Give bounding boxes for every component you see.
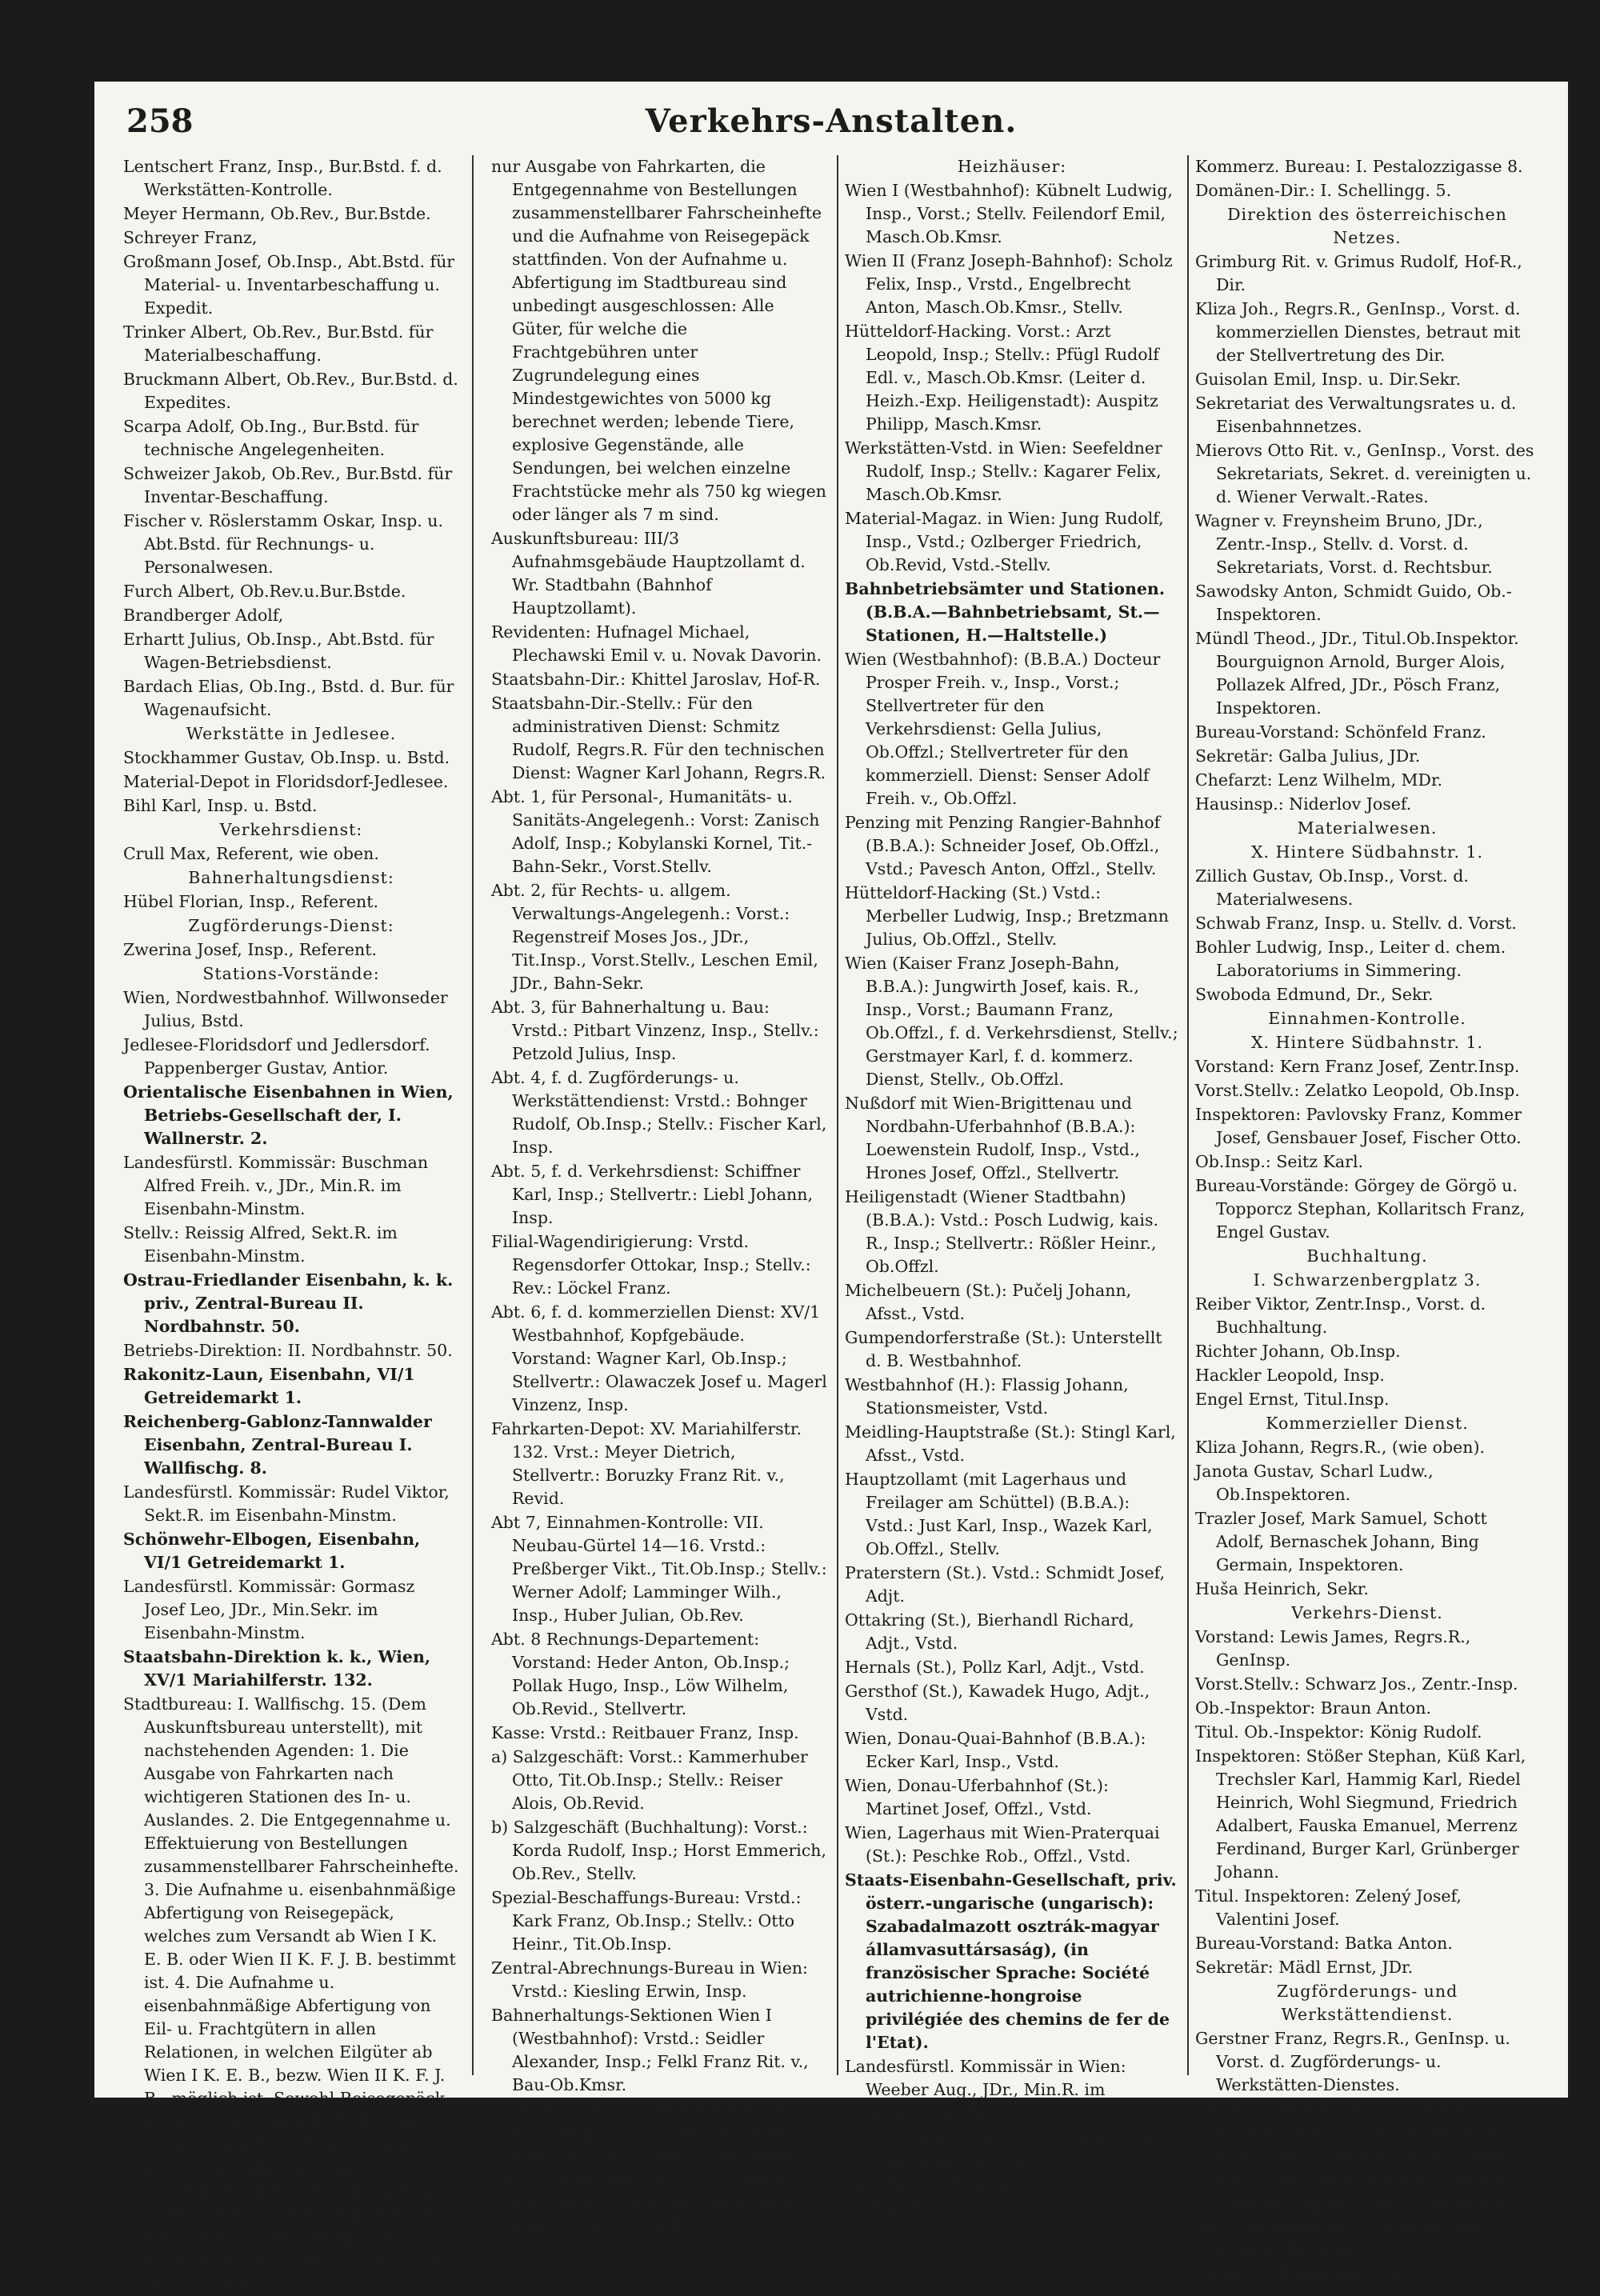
directory-entry: Stellv.: Gaber Hans, JDr., Min.Sekr. im Eisenbahn-Minstm. — [845, 2127, 1163, 2170]
directory-entry: Schwab Franz, Insp. u. Stellv. d. Vorst. — [1195, 914, 1517, 933]
directory-entry: Auskunftsbureau: III/3 Aufnahmsgebäude Hauptzollamt d. Wr. Stadtbahn (Bahnhof Hauptzollamt). — [491, 529, 806, 618]
section-heading: Stations-Vorstände: — [202, 964, 380, 983]
directory-entry: Kliza Johann, Regrs.R., (wie oben). — [1195, 1438, 1485, 1457]
directory-entry: Gerstner Franz, Regrs.R., GenInsp. u. Vorst. d. Zugförderungs- u. Werkstätten-Dienstes. — [1195, 2029, 1510, 2094]
directory-entry: Großmann Josef, Ob.Insp., Abt.Bstd. für Material- u. Inventarbeschaffung u. Expedit. — [123, 252, 455, 318]
directory-entry: Bruckmann Albert, Ob.Rev., Bur.Bstd. d. Expedites. — [123, 370, 458, 412]
directory-entry: Direktion: I. Schwarzenbergplatz 3 (Hauptkasse). — [845, 2174, 1138, 2217]
section-heading: Werkstätte in Jedlesee. — [186, 724, 397, 743]
directory-entry: Abt. 1, für Personal-, Humanitäts- u. Sanitäts-Angelegenh.: Vorst: Zanisch Adolf, Insp.; Kobylanski Kornel, Tit.-Bahn-Sekr., Vorst.Stellv. — [491, 787, 820, 876]
running-head: Verkehrs-Anstalten. — [645, 102, 1018, 140]
directory-entry: Praterstern (St.). Vstd.: Schmidt Josef, Adjt. — [845, 1563, 1166, 1606]
directory-entry: Filial-Wagendirigierung: Vrstd. Regensdorfer Ottokar, Insp.; Stellv.: Rev.: Löckel Franz. — [491, 1232, 811, 1298]
directory-entry: Wien (Kaiser Franz Joseph-Bahn, B.B.A.): Jungwirth Josef, kais. R., Insp., Vorst.; Baumann Franz, Ob.Offzl., f. d. Verkehrsdienst, Stellv.; Gerstmayer Karl, f. d. kommerz. Dienst, Stellv., Ob.Offzl. — [845, 954, 1178, 1089]
directory-entry: Hübel Florian, Insp., Referent. — [123, 892, 379, 911]
company-entry: Staatsbahn-Direktion k. k., Wien, XV/1 Mariahilferstr. 132. — [123, 1647, 430, 1690]
directory-entry: Trinker Albert, Ob.Rev., Bur.Bstd. für Materialbeschaffung. — [123, 322, 434, 365]
directory-entry: Fischer v. Röslerstamm Oskar, Insp. u. Abt.Bstd. für Rechnungs- u. Personalwesen. — [123, 511, 444, 577]
directory-entry: Gersthof (St.), Kawadek Hugo, Adjt., Vstd. — [845, 1682, 1150, 1724]
directory-entry: Bihl Karl, Insp. u. Bstd. — [123, 796, 318, 815]
directory-entry: Vorstand: Kern Franz Josef, Zentr.Insp. — [1195, 1057, 1520, 1076]
directory-entry: Wien, Donau-Uferbahnhof (St.): Martinet Josef, Offzl., Vstd. — [845, 1776, 1109, 1818]
directory-entry: Schweizer Jakob, Ob.Rev., Bur.Bstd. für Inventar-Beschaffung. — [123, 464, 453, 506]
directory-entry: Inspektoren: Otto Konstantin, Schulz Vinzenz, Kappes Karl, Kunz Anton. — [1195, 2170, 1505, 2212]
directory-entry: Nußdorf mit Wien-Brigittenau und Nordbahn-Uferbahnhof (B.B.A.): Loewenstein Rudolf, Insp., Vstd., Hrones Josef, Offzl., Stellvertr. — [845, 1094, 1140, 1182]
directory-entry: Wien II (Franz Joseph-Bahnhof): Zitta Karl, Insp., Vrstd.; Lederer Oskar Freih. v., Bau-Ob.Kmsr., Stellvertr. — [491, 2099, 804, 2165]
section-heading: Verkehrsdienst: — [219, 820, 363, 839]
directory-entry: Stadtbureau: I. Wallfischg. 15. (Dem Auskunftsbureau unterstellt), mit nachstehenden Agenden: 1. Die Ausgabe von Fahrkarten nach wichtigeren Stationen des In- u. Auslandes. 2. Die Entgegennahme u. Effektuierung von Bestellungen zusammenstellbarer Fahrscheinhefte. 3. Die Aufnahme u. eisenbahnmäßige Abfertigung von Reisegepäck, welches zum Versandt ab Wien I K. E. B. oder Wien II K. F. J. B. bestimmt ist. 4. Die Aufnahme u. eisenbahnmäßige Abfertigung von Eil- u. Frachtgütern in allen Relationen, in welchen Eilgüter ab Wien I K. E. B., bezw. Wien II K. F. J. B., möglich ist. Sowohl Reisegepäck als auch Eil- u. Frachtstückgüter werden über Bestellung der Aufgeber aus deren Wohnung oder Geschäftslokal behufs Beförderung, an Wochentagen von 8 Uhr früh bis 6 Uhr abends, abgeholt. An Sonn- u. Feiertagen von 9 Uhr früh bis 12 Uhr mittags wird — [123, 1694, 459, 2294]
directory-entry: Landesfürstl. Kommissär: Gormasz Josef Leo, JDr., Min.Sekr. im Eisenbahn-Minstm. — [123, 1577, 415, 1642]
directory-entry: Inspektoren: Stößer Stephan, Küß Karl, Trechsler Karl, Hammig Karl, Riedel Heinrich, Wohl Siegmund, Friedrich Adalbert, Fauska Emanuel, Merrenz Ferdinand, Burger Karl, Grünberger Johann. — [1195, 1746, 1526, 1882]
directory-entry: Abt. 8 Rechnungs-Departement: Vorstand: Heder Anton, Ob.Insp.; Pollak Hugo, Insp., Löw Wilhelm, Ob.Revid., Stellvertr. — [491, 1630, 790, 1718]
directory-entry: Sawodsky Anton, Schmidt Guido, Ob.-Inspektoren. — [1195, 582, 1512, 624]
directory-entry: Penzing mit Penzing Rangier-Bahnhof (B.B.A.): Schneider Josef, Ob.Offzl., Vstd.; Pavesch Anton, Offzl., Stellv. — [845, 813, 1161, 878]
directory-entry: nur Ausgabe von Fahrkarten, die Entgegennahme von Bestellungen zusammenstellbarer Fahrscheinhefte und die Aufnahme von Reisegepäck stattfinden. Von der Aufnahme u. Abfertigung im Stadtbureau sind unbedingt ausgeschlossen: Alle Güter, für welche die Frachtgebühren unter Zugrundelegung eines Mindestgewichtes von 5000 kg berechnet werden; lebende Tiere, explosive Gegenstände, alle Sendungen, bei welchen einzelne Frachtstücke mehr als 750 kg wiegen oder länger als 7 m sind. — [491, 157, 826, 524]
directory-entry: Abt. 5, f. d. Verkehrsdienst: Schiffner Karl, Insp.; Stellvertr.: Liebl Johann, Insp. — [491, 1162, 813, 1227]
directory-entry: Titul. Inspektoren: Zelený Josef, Valentini Josef. — [1195, 1886, 1462, 1929]
directory-entry: Kasse: Vrstd.: Reitbauer Franz, Insp. — [491, 1723, 799, 1742]
directory-page — [94, 82, 1568, 2294]
section-heading: Kommerzieller Dienst. — [1266, 1414, 1469, 1433]
directory-entry: Stockhammer Gustav, Ob.Insp. u. Bstd. — [123, 748, 450, 767]
directory-entry: Wagner v. Freynsheim Bruno, JDr., Zentr.-Insp., Stellv. d. Vorst. d. Sekretariats, Vorst. d. Rechtsbur. — [1195, 511, 1493, 577]
directory-entry: Kommerz. Bureau: I. Pestalozzigasse 8. — [1195, 157, 1523, 176]
directory-entry: Engel Ernst, Titul.Insp. — [1195, 1390, 1390, 1409]
directory-entry: Stellv.: Reissig Alfred, Sekt.R. im Eisenbahn-Minstm. — [123, 1223, 398, 1266]
section-heading: Bahnerhaltungsdienst: — [188, 868, 394, 887]
section-heading: Zugförderungs-Dienst: — [188, 916, 394, 935]
section-heading: Heizhäuser: — [957, 157, 1067, 176]
directory-entry: Staatsbahn-Dir.-Stellv.: Für den administrativen Dienst: Schmitz Rudolf, Regrs.R. Für den technischen Dienst: Wagner Karl Johann, Regrs.R. — [491, 694, 826, 782]
directory-entry: Hernals (St.), Pollz Karl, Adjt., Vstd. — [845, 1658, 1145, 1677]
directory-entry: Inspektoren: Pavlovsky Franz, Kommer Josef, Gensbauer Josef, Fischer Otto. — [1195, 1105, 1522, 1147]
directory-entry: Westbahnhof (H.): Flassig Johann, Stationsmeister, Vstd. — [845, 1375, 1129, 1418]
directory-entry: Erhartt Julius, Ob.Insp., Abt.Bstd. für Wagen-Betriebsdienst. — [123, 630, 434, 672]
directory-entry: Domänen-Dir.: I. Schellingg. 5. — [1195, 181, 1452, 200]
section-heading: X. Hintere Südbahnstr. 1. — [1250, 842, 1484, 862]
directory-entry: Staatsbahn-Dir.: Khittel Jaroslav, Hof-R. — [491, 670, 821, 689]
directory-entry: Guisolan Emil, Insp. u. Dir.Sekr. — [1195, 370, 1461, 389]
directory-entry: Material-Magaz. in Wien: Jung Rudolf, Insp., Vstd.; Ozlberger Friedrich, Ob.Revid, Vstd.-Stellv. — [845, 509, 1164, 574]
directory-entry: Wien, Lagerhaus mit Wien-Praterquai (St.): Peschke Rob., Offzl., Vstd. — [845, 1823, 1160, 1866]
section-heading: Materialwesen. — [1297, 818, 1438, 838]
directory-entry: Vorst.Stellv.: Schwarz Jos., Zentr.-Insp. — [1195, 1674, 1518, 1694]
directory-entry: Janota Gustav, Scharl Ludw., Ob.Inspektoren. — [1195, 1462, 1434, 1504]
directory-entry: Richter Johann, Ob.Insp. — [1195, 1342, 1401, 1361]
directory-entry: Trazler Josef, Mark Samuel, Schott Adolf, Bernaschek Johann, Bing Germain, Inspektoren. — [1195, 1509, 1487, 1574]
directory-entry: Swoboda Edmund, Dr., Sekr. — [1195, 985, 1434, 1004]
directory-entry: Abt. 4, f. d. Zugförderungs- u. Werkstättendienst: Vrstd.: Bohnger Rudolf, Ob.Insp.; Stellv.: Fischer Karl, Insp. — [491, 1068, 827, 1157]
directory-entry: Meyer Hermann, Ob.Rev., Bur.Bstde. — [123, 204, 431, 223]
directory-entry: Brandberger Adolf, — [123, 606, 284, 625]
directory-entry: Landesfürstl. Kommissär in Wien: Weeber Aug., JDr., Min.R. im Eisenbahn-Minstm. — [845, 2057, 1126, 2122]
page-number: 258 — [126, 102, 194, 140]
directory-entry: Gumpendorferstraße (St.): Unterstellt d. B. Westbahnhof. — [845, 1328, 1162, 1370]
directory-entry: Titul. Ob.-Inspektor: König Rudolf. — [1195, 1722, 1482, 1742]
directory-entry: Chefarzt: Lenz Wilhelm, MDr. — [1195, 770, 1443, 790]
directory-entry: Kliza Joh., Regrs.R., GenInsp., Vorst. d. kommerziellen Dienstes, betraut mit der Stellvertretung des Dir. — [1195, 299, 1521, 365]
directory-entry: Hausinsp.: Niderlov Josef. — [1195, 794, 1412, 814]
directory-entry: Ob.-Inspektoren: Morstadt Raphael, Wyskočil Karl, Mudra Franz, Holitsch Alois, Kazda Ottokar, Musy Johann. — [1195, 2099, 1530, 2165]
directory-entry: Wien I (Westbahnhof): Kübnelt Ludwig, Insp., Vorst.; Stellv. Feilendorf Emil, Masch.Ob.Kmsr. — [845, 181, 1173, 246]
directory-entry: Michelbeuern (St.): Pučelj Johann, Afsst., Vstd. — [845, 1281, 1132, 1323]
directory-entry: Wien, Donau-Quai-Bahnhof (B.B.A.): Ecker Karl, Insp., Vstd. — [845, 1729, 1146, 1771]
directory-entry: Vorst.Stellv.: Zelatko Leopold, Ob.Insp. — [1195, 1081, 1520, 1100]
directory-entry: Abt. 3, für Bahnerhaltung u. Bau: Vrstd.: Pitbart Vinzenz, Insp., Stellv.: Petzold Julius, Insp. — [491, 998, 819, 1063]
section-heading: X. Hintere Südbahnstr. 1. — [1250, 1033, 1484, 1052]
column-rule — [837, 155, 838, 2075]
directory-entry: Wien (Westbahnhof): (B.B.A.) Docteur Prosper Freih. v., Insp., Vorst.; Stellvertreter für den Verkehrsdienst: Gella Julius, Ob.Offzl.; Stellvertreter für den kommerziell. Dienst: Senser Adolf Freih. v., Ob.Offzl. — [845, 650, 1161, 808]
directory-entry: Zillich Gustav, Ob.Insp., Vorst. d. Materialwesens. — [1195, 866, 1469, 909]
section-heading: I. Schwarzenbergplatz 3. — [1253, 1270, 1482, 1290]
directory-entry: Abt 7, Einnahmen-Kontrolle: VII. Neubau-Gürtel 14—16. Vrstd.: Preßberger Vikt., Tit.Ob.Insp.; Stellv.: Werner Adolf; Lamminger Wilh., Insp., Huber Julian, Ob.Rev. — [491, 1513, 827, 1625]
directory-entry: Abt. 2, für Rechts- u. allgem. Verwaltungs-Angelegenh.: Vorst.: Regenstreif Moses Jos., JDr., Tit.Insp., Vorst.Stellv., Leschen Emil, JDr., Bahn-Sekr. — [491, 881, 818, 993]
section-heading: Direktion des österreichischen Netzes. — [1227, 205, 1507, 247]
directory-entry: Schreyer Franz, — [123, 228, 258, 247]
column-rule — [1187, 155, 1189, 2075]
directory-entry: Bureau-Vorstände: Görgey de Görgö u. Topporcz Stephan, Kollaritsch Franz, Engel Gustav. — [1195, 1176, 1526, 1242]
directory-entry: Zwerina Josef, Insp., Referent. — [123, 940, 377, 959]
directory-entry: Titul.-Inspektoren: Maurer Michael, Brbanić Bogdan. — [1195, 2217, 1495, 2259]
directory-entry: Fahrkarten-Depot: XV. Mariahilferstr. 132. Vrst.: Meyer Dietrich, Stellvertr.: Boruzky Franz Rit. v., Revid. — [491, 1419, 802, 1508]
directory-entry: Landesfürstl. Kommissär: Rudel Viktor, Sekt.R. im Eisenbahn-Minstm. — [123, 1482, 450, 1525]
directory-entry: Grimburg Rit. v. Grimus Rudolf, Hof-R., Dir. — [1195, 252, 1522, 294]
directory-entry: Sekretariat des Verwaltungsrates u. d. Eisenbahnnetzes. — [1195, 394, 1517, 436]
text-column-4 — [1195, 155, 1539, 2283]
directory-entry: Bardach Elias, Ob.Ing., Bstd. d. Bur. für Wagenaufsicht. — [123, 677, 454, 719]
directory-entry: Sekretär: Neumann Gustav. — [1195, 2264, 1426, 2283]
directory-entry: Mündl Theod., JDr., Titul.Ob.Inspektor. Bourguignon Arnold, Burger Alois, Pollazek Alfred, JDr., Pösch Franz, Inspektoren. — [1195, 629, 1519, 718]
text-column-1 — [123, 155, 459, 2294]
directory-entry: Werkstätten-Vstd. in Wien: Seefeldner Rudolf, Insp.; Stellv.: Kagarer Felix, Masch.Ob.Kmsr. — [845, 438, 1162, 504]
directory-entry: Wien II (Franz Joseph-Bahnhof): Scholz Felix, Insp., Vrstd., Engelbrecht Anton, Masch.Ob.Kmsr., Stellv. — [845, 251, 1173, 317]
directory-entry: a) Salzgeschäft: Vorst.: Kammerhuber Otto, Tit.Ob.Insp.; Stellv.: Reiser Alois, Ob.Revid. — [491, 1747, 808, 1813]
directory-entry: Mierovs Otto Rit. v., GenInsp., Vorst. des Sekretariats, Sekret. d. vereinigten u. d. Wiener Verwalt.-Rates. — [1195, 441, 1534, 506]
company-entry: Bahnbetriebsämter und Stationen. (B.B.A.—Bahnbetriebsamt, St.—Stationen, H.—Haltstelle.) — [845, 579, 1165, 645]
company-entry: Orientalische Eisenbahnen in Wien, Betriebs-Gesellschaft der, I. Wallnerstr. 2. — [123, 1082, 454, 1148]
company-entry: Staats-Eisenbahn-Gesellschaft, priv. österr.-ungarische (ungarisch): Szabadalmazott osztrák-magyar államvasuttársaság), (in französischer Sprache: Société autrichienne-hongroise privilégiée des chemins de fer de l'Etat). — [845, 1870, 1177, 2052]
directory-entry: Revidenten: Hufnagel Michael, Plechawski Emil v. u. Novak Davorin. — [491, 622, 822, 665]
company-entry: Rakonitz-Laun, Eisenbahn, VI/1 Getreidemarkt 1. — [123, 1365, 415, 1407]
directory-entry: Ottakring (St.), Bierhandl Richard, Adjt., Vstd. — [845, 1610, 1134, 1653]
directory-entry: Crull Max, Referent, wie oben. — [123, 844, 379, 863]
directory-entry: Bureau-Vorstand: Batka Anton. — [1195, 1934, 1453, 1953]
directory-entry: Abt. 6, f. d. kommerziellen Dienst: XV/1 Westbahnhof, Kopfgebäude. Vorstand: Wagner Karl, Ob.Insp.; Stellvertr.: Olawaczek Josef u. Magerl Vinzenz, Insp. — [491, 1302, 827, 1414]
company-entry: Ostrau-Friedlander Eisenbahn, k. k. priv., Zentral-Bureau II. Nordbahnstr. 50. — [123, 1270, 454, 1336]
directory-entry: Hauptzollamt (mit Lagerhaus und Freilager am Schüttel) (B.B.A.): Vstd.: Just Karl, Insp., Wazek Karl, Ob.Offzl., Stellv. — [845, 1470, 1153, 1558]
directory-entry: Bureau-Vorstand: Schönfeld Franz. — [1195, 722, 1486, 742]
directory-entry: Hütteldorf-Hacking. Vorst.: Arzt Leopold, Insp.; Stellv.: Pfügl Rudolf Edl. v., Masch.Ob.Kmsr. (Leiter d. Heizh.-Exp. Heiligenstadt): Auspitz Philipp, Masch.Kmsr. — [845, 322, 1159, 434]
directory-entry: Furch Albert, Ob.Rev.u.Bur.Bstde. — [123, 582, 406, 601]
section-heading: Zugförderungs- und Werkstättendienst. — [1276, 1982, 1458, 2024]
directory-entry: Bohler Ludwig, Insp., Leiter d. chem. Laboratoriums in Simmering. — [1195, 938, 1506, 980]
directory-entry: III (XV. Mariahilferstr. 132): Klauda Karl, Insp., Vrstd.; Grobben Franz, Bau-Ob.Kmsr., Stellv. — [491, 2170, 802, 2235]
section-heading: Verkehrs-Dienst. — [1291, 1603, 1443, 1622]
directory-entry: Vorstand: Lewis James, Regrs.R., GenInsp. — [1195, 1627, 1471, 1670]
directory-entry: Sekretär: Mädl Ernst, JDr. — [1195, 1958, 1414, 1977]
directory-entry: Meidling-Hauptstraße (St.): Stingl Karl, Afsst., Vstd. — [845, 1422, 1176, 1465]
directory-entry: Reiber Viktor, Zentr.Insp., Vorst. d. Buchhaltung. — [1195, 1294, 1486, 1337]
section-heading: Einnahmen-Kontrolle. — [1268, 1009, 1466, 1028]
directory-entry: Ob.-Inspektor: Braun Anton. — [1195, 1698, 1431, 1718]
directory-entry: Wien, Nordwestbahnhof. Willwonseder Julius, Bstd. — [123, 988, 448, 1030]
directory-entry: Jedlesee-Floridsdorf und Jedlersdorf. Pappenberger Gustav, Antior. — [123, 1035, 430, 1078]
directory-entry: Zentral-Abrechnungs-Bureau in Wien: Vrstd.: Kiesling Erwin, Insp. — [491, 1958, 808, 2001]
directory-entry: Hackler Leopold, Insp. — [1195, 1366, 1385, 1385]
directory-entry: Ob.Insp.: Seitz Karl. — [1195, 1152, 1364, 1171]
column-rule — [472, 155, 474, 2075]
directory-entry: Spezial-Beschaffungs-Bureau: Vrstd.: Kark Franz, Ob.Insp.; Stellv.: Otto Heinr., Tit.Ob.Insp. — [491, 1888, 802, 1954]
directory-entry: Bahnerhaltungs-Sektionen Wien I (Westbahnhof): Vrstd.: Seidler Alexander, Insp.; Felkl Franz Rit. v., Bau-Ob.Kmsr. — [491, 2006, 809, 2094]
directory-entry: Betriebs-Direktion: II. Nordbahnstr. 50. — [123, 1341, 453, 1360]
directory-entry: Hütteldorf-Hacking (St.) Vstd.: Merbeller Ludwig, Insp.; Bretzmann Julius, Ob.Offzl., Stellv. — [845, 883, 1169, 949]
directory-entry: Material-Depot in Floridsdorf-Jedlesee. — [123, 772, 449, 791]
company-entry: Reichenberg-Gablonz-Tannwalder Eisenbahn, Zentral-Bureau I. Wallfischg. 8. — [123, 1412, 432, 1478]
directory-entry: b) Salzgeschäft (Buchhaltung): Vorst.: Korda Rudolf, Insp.; Horst Emmerich, Ob.Rev., Stellv. — [491, 1818, 827, 1883]
directory-entry: Landesfürstl. Kommissär: Buschman Alfred Freih. v., JDr., Min.R. im Eisenbahn-Minstm. — [123, 1153, 429, 1218]
directory-entry: Scarpa Adolf, Ob.Ing., Bur.Bstd. für technische Angelegenheiten. — [123, 417, 419, 459]
text-column-2 — [491, 155, 827, 2235]
directory-entry: Huša Heinrich, Sekr. — [1195, 1579, 1369, 1598]
company-entry: Schönwehr-Elbogen, Eisenbahn, VI/1 Getreidemarkt 1. — [123, 1530, 421, 1572]
directory-entry: Lentschert Franz, Insp., Bur.Bstd. f. d. Werkstätten-Kontrolle. — [123, 157, 442, 199]
section-heading: Buchhaltung. — [1306, 1246, 1428, 1266]
directory-entry: Sekretär: Galba Julius, JDr. — [1195, 746, 1421, 766]
text-column-3 — [845, 155, 1179, 2217]
directory-entry: Heiligenstadt (Wiener Stadtbahn) (B.B.A.): Vstd.: Posch Ludwig, kais. R., Insp.; Stellvertr.: Rößler Heinr., Ob.Offzl. — [845, 1187, 1158, 1276]
